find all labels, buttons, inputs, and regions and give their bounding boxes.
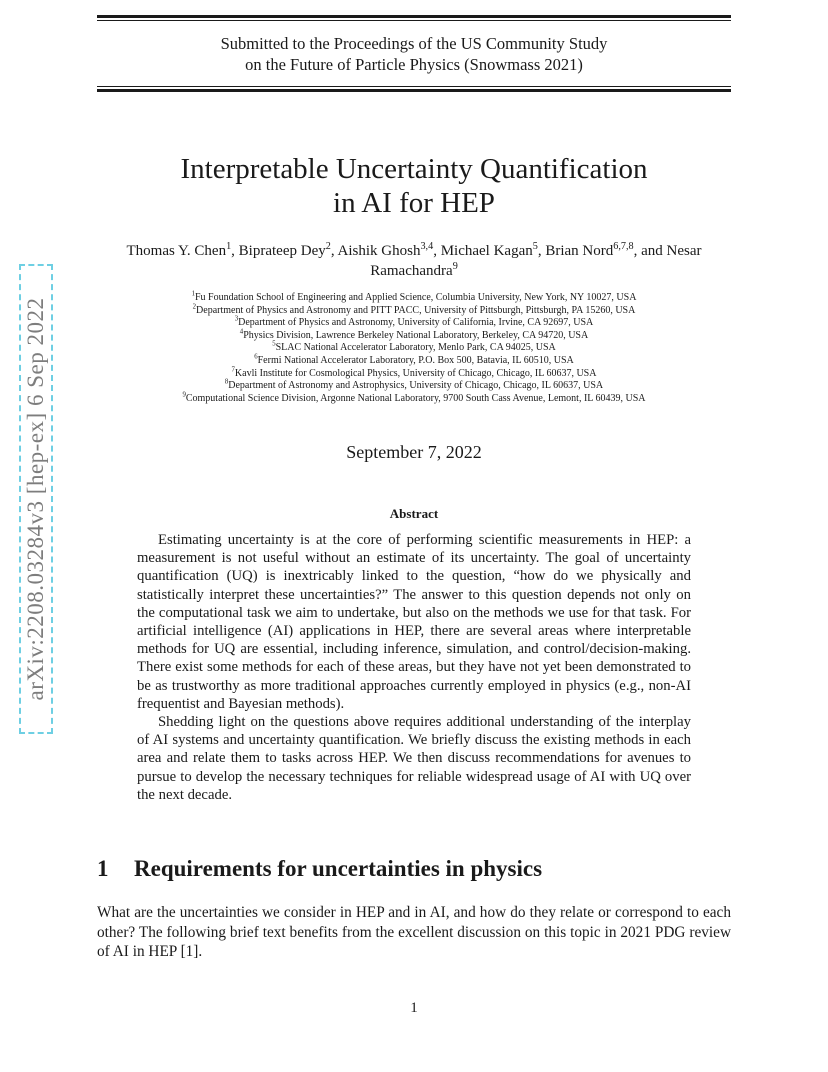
affiliation-list — [120, 292, 708, 405]
page-number: 1 — [410, 1000, 418, 1016]
section-heading — [97, 856, 542, 882]
header-line-2: on the Future of Particle Physics (Snowmass 2021) — [245, 55, 583, 74]
author: Michael Kagan$^5$ — [440, 241, 538, 259]
affiliation: $^7$Kavli Institute for Cosmological Physics, University of Chicago, Chicago, IL 60637, USA — [231, 366, 597, 379]
affiliation: $^8$Department of Astronomy and Astrophysics, University of Chicago, Chicago, IL 60637, USA — [224, 378, 604, 392]
affiliation: $^4$Physics Division, Lawrence Berkeley National Laboratory, Berkeley, CA 94720, USA — [239, 328, 589, 341]
section-number: 1 — [97, 856, 109, 881]
header-rule-bottom-thick — [97, 89, 731, 92]
affiliation: $^3$Department of Physics and Astronomy, University of California, Irvine, CA 92697, USA — [234, 315, 594, 329]
affiliation: $^9$Computational Science Division, Argonne National Laboratory, 9700 South Cass Avenue, Lemont, IL 60439, USA — [182, 391, 646, 404]
header-rule-top-thick — [97, 15, 731, 18]
author: Brian Nord$^{6,7,8}$ — [545, 241, 634, 259]
abstract-paragraph: Shedding light on the questions above requires additional understanding of the interplay of AI systems and uncertainty quantification. We briefly discuss the existing methods in each area and relate them to tasks across HEP. We then discuss recommendations for avenues to pursue to develop the necessary techniques for reliable widespread usage of AI with UQ over the next decade. — [137, 714, 691, 803]
affiliation: $^6$Fermi National Accelerator Laboratory, P.O. Box 500, Batavia, IL 60510, USA — [254, 353, 574, 366]
author: Thomas Y. Chen$^1$ — [126, 241, 232, 259]
header-line-1: Submitted to the Proceedings of the US Community Study — [220, 34, 608, 53]
author-list: Thomas Y. Chen$^1$, Biprateep Dey$^2$, Aishik Ghosh$^{3,4}$, Michael Kagan$^5$, Brian Nord$^{6,7,8}$, and Nesar Ramachandra$^9$ — [126, 241, 702, 279]
title-line-1: Interpretable Uncertainty Quantification — [180, 153, 648, 185]
abstract-body — [137, 531, 691, 804]
header-rule-bottom-thin — [97, 86, 731, 87]
body-paragraph: What are the uncertainties we consider in HEP and in AI, and how do they relate or correspond to each other? The following brief text benefits from the excellent discussion on this topic in 2021 PDG review of AI in HEP [1]. — [97, 904, 731, 960]
affiliation: $^2$Department of Physics and Astronomy and PITT PACC, University of Pittsburgh, Pittsburgh, PA 15260, USA — [192, 303, 636, 316]
paper-date: September 7, 2022 — [346, 442, 482, 462]
section-title: Requirements for uncertainties in physics — [134, 856, 543, 881]
abstract-paragraph: Estimating uncertainty is at the core of performing scientific measurements in HEP: a measurement is not useful without an estimate of its uncertainty. The goal of uncertainty quantification (UQ) is inextricably linked to the question, “how do we physically and statistically interpret these uncertainties?” The answer to this question depends not only on the computational task we aim to undertake, but also on the methods we use for that task. For artificial intelligence (AI) applications in HEP, there are several areas where interpretable methods for UQ are essential, including inference, simulation, and control/decision-making. There exist some methods for each of these areas, but they have not yet been demonstrated to be as trustworthy as more traditional approaches currently employed in physics (e.g., non-AI frequentist and Bayesian methods). — [137, 532, 691, 712]
author: Nesar Ramachandra$^9$ — [370, 243, 702, 279]
affiliation: $^5$SLAC National Accelerator Laboratory, Menlo Park, CA 94025, USA — [272, 341, 556, 354]
paper-title — [97, 152, 731, 220]
abstract-heading: Abstract — [389, 506, 439, 521]
title-line-2: in AI for HEP — [333, 187, 495, 219]
header-rule-top-thin — [97, 20, 731, 21]
section-body — [97, 903, 731, 962]
arxiv-stamp[interactable]: arXiv:2208.03284v3 [hep-ex] 6 Sep 2022 — [19, 264, 53, 734]
author: Aishik Ghosh$^{3,4}$ — [337, 241, 434, 259]
affiliation: $^1$Fu Foundation School of Engineering and Applied Science, Columbia University, New York, NY 10027, USA — [191, 290, 637, 303]
author: Biprateep Dey$^2$ — [238, 241, 331, 259]
running-header — [97, 33, 731, 75]
